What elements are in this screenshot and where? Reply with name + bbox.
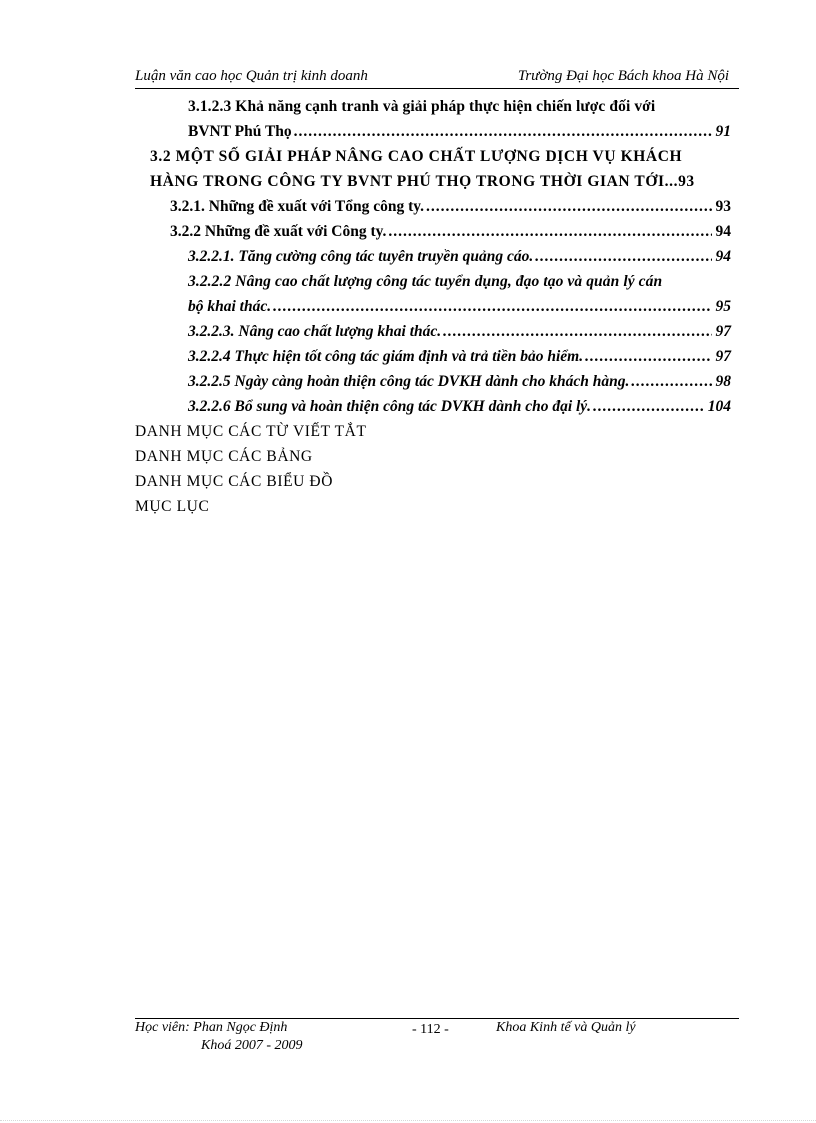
toc-entry-3-2-2-2-line1: 3.2.2.2 Nâng cao chất lượng công tác tuyển dụng, đạo tạo và quản lý cán [188, 273, 663, 290]
toc-page-number: 97 [715, 323, 731, 340]
toc-entry-3-2-2-5[interactable] [188, 373, 731, 391]
toc-entry-3-2-line1[interactable]: 3.2 MỘT SỐ GIẢI PHÁP NÂNG CAO CHẤT LƯỢNG DỊCH VỤ KHÁCH [150, 148, 683, 165]
toc-entry-text: 3.2.2.1. Tăng cường công tác tuyên truyền quảng cáo. [188, 248, 534, 265]
toc-entry-3-2-line2[interactable]: HÀNG TRONG CÔNG TY BVNT PHÚ THỌ TRONG THỜI GIAN TỚI...93 [150, 173, 695, 190]
toc-tables-list[interactable]: DANH MỤC CÁC BẢNG [135, 448, 313, 465]
toc-entry-3-2-2-4[interactable] [188, 348, 731, 366]
toc-entry-3-1-2-3[interactable] [188, 123, 731, 141]
toc-leader-dots [585, 348, 711, 366]
toc-entry-3-2-2-6[interactable] [188, 398, 731, 416]
toc-abbreviations-list[interactable]: DANH MỤC CÁC TỪ VIẾT TẮT [135, 423, 367, 440]
toc-entry-3-1-2-3-line1: 3.1.2.3 Khả năng cạnh tranh và giải pháp thực hiện chiến lược đối với [188, 98, 656, 115]
toc-page-number: 91 [715, 123, 731, 140]
toc-page-number: 94 [715, 223, 731, 240]
toc-entry-text: 3.2.2 Những đề xuất với Công ty. [170, 223, 387, 240]
toc-leader-dots [426, 198, 711, 216]
toc-entry-text: 3.2.2.6 Bổ sung và hoàn thiện công tác DVKH dành cho đại lý. [188, 398, 592, 415]
toc-leader-dots [443, 323, 711, 341]
toc-leader-dots [593, 398, 704, 416]
footer-page-number: - 112 - [412, 1022, 449, 1037]
footer-course: Khoá 2007 - 2009 [201, 1038, 303, 1053]
toc-page-number: 95 [715, 298, 731, 315]
footer-rule [135, 1018, 739, 1019]
toc-page-number: 104 [707, 398, 731, 415]
toc-charts-list[interactable]: DANH MỤC CÁC BIỂU ĐỒ [135, 473, 334, 490]
toc-entry-text: bộ khai thác. [188, 298, 272, 315]
toc-page-number: 97 [715, 348, 731, 365]
toc-leader-dots [273, 298, 711, 316]
footer-student: Học viên: Phan Ngọc Định [135, 1020, 288, 1035]
page-bottom-edge [0, 1120, 816, 1121]
toc-entry-text: 3.2.2.5 Ngày càng hoàn thiện công tác DVKH dành cho khách hàng. [188, 373, 630, 390]
header-thesis-title: Luận văn cao học Quản trị kinh doanh [135, 68, 368, 84]
header-university: Trường Đại học Bách khoa Hà Nội [517, 68, 729, 84]
toc-page-number: 94 [715, 248, 731, 265]
toc-entry-text: 3.2.2.3. Nâng cao chất lượng khai thác. [188, 323, 442, 340]
toc-leader-dots [631, 373, 711, 391]
toc-entry-3-2-2-1[interactable] [188, 248, 731, 266]
page-header [135, 66, 739, 89]
toc-leader-dots [535, 248, 711, 266]
toc-leader-dots [388, 223, 711, 241]
toc-entry-text: 3.2.2.4 Thực hiện tốt công tác giám định và trả tiền bảo hiểm. [188, 348, 584, 365]
toc-contents[interactable]: MỤC LỤC [135, 498, 210, 515]
toc-entry-3-2-2-2[interactable] [188, 298, 731, 316]
toc-entry-text: 3.2.1. Những đề xuất với Tổng công ty. [170, 198, 425, 215]
toc-leader-dots [294, 123, 712, 141]
toc-entry-text: BVNT Phú Thọ [188, 123, 292, 140]
footer-faculty: Khoa Kinh tế và Quản lý [496, 1020, 636, 1035]
toc-entry-3-2-2-3[interactable] [188, 323, 731, 341]
toc-entry-3-2-1[interactable] [170, 198, 731, 216]
toc-entry-3-2-2[interactable] [170, 223, 731, 241]
toc-page-number: 93 [715, 198, 731, 215]
toc-page-number: 98 [715, 373, 731, 390]
